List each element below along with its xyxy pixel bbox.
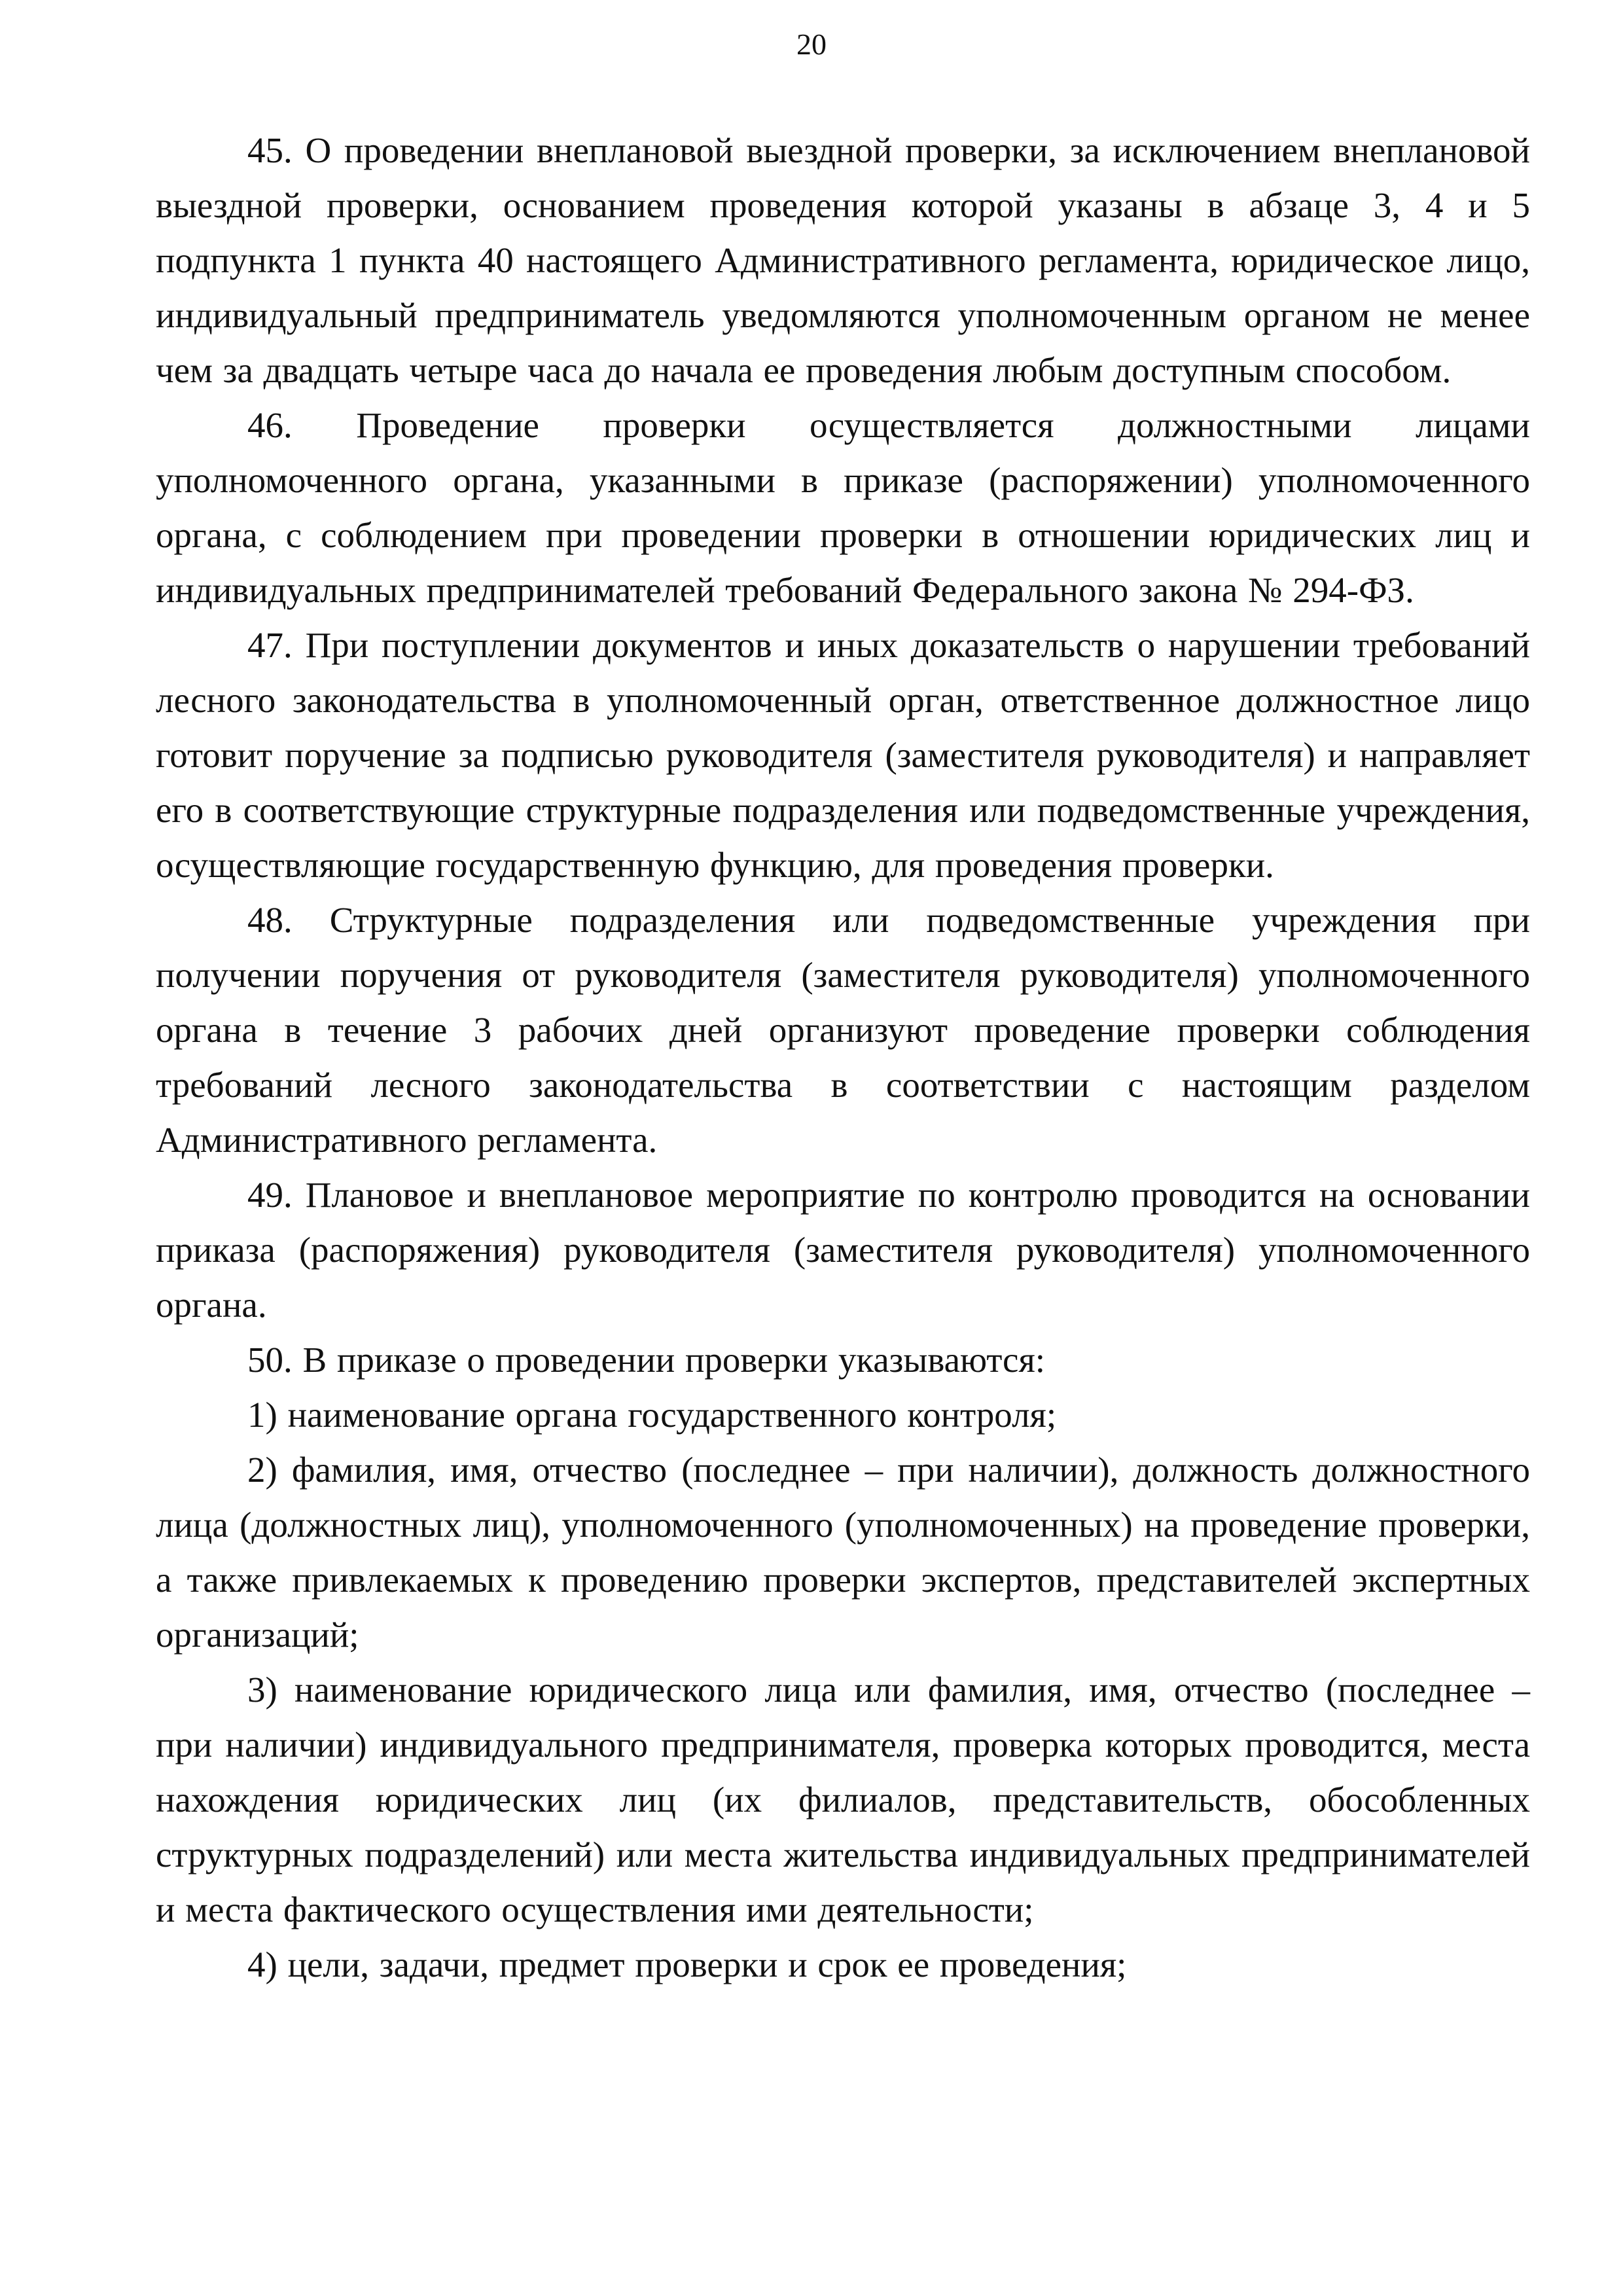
paragraph-49: 49. Плановое и внеплановое мероприятие по контролю проводится на основании приказа (распоряжения) руководителя (заместителя руководителя) уполномоченного органа.: [156, 1175, 1530, 1325]
list-item-1: 1) наименование органа государственного контроля;: [247, 1395, 1057, 1435]
list-item-2: 2) фамилия, имя, отчество (последнее – при наличии), должность должностного лица (должностных лиц), уполномоченного (уполномоченных) на проведение проверки, а также привлекаемых к проведению проверки экспертов, представителей экспертных организаций;: [156, 1450, 1530, 1655]
paragraph-50: 50. В приказе о проведении проверки указываются:: [247, 1340, 1046, 1380]
paragraph-46: 46. Проведение проверки осуществляется должностными лицами уполномоченного органа, указанными в приказе (распоряжении) уполномоченного органа, с соблюдением при проведении проверки в отношении юридических лиц и индивидуальных предпринимателей требований Федерального закона № 294-ФЗ.: [156, 405, 1530, 610]
list-item-4: 4) цели, задачи, предмет проверки и срок ее проведения;: [247, 1945, 1127, 1984]
paragraph-47: 47. При поступлении документов и иных доказательств о нарушении требований лесного законодательства в уполномоченный орган, ответственное должностное лицо готовит поручение за подписью руководителя (заместителя руководителя) и направляет его в соответствующие структурные подразделения или подведомственные учреждения, осуществляющие государственную функцию, для проведения проверки.: [156, 625, 1530, 885]
document-body: [156, 123, 1530, 1992]
list-item-3: 3) наименование юридического лица или фамилия, имя, отчество (последнее – при наличии) индивидуального предпринимателя, проверка которых проводится, места нахождения юридических лиц (их филиалов, представительств, обособленных структурных подразделений) или места жительства индивидуальных предпринимателей и места фактического осуществления ими деятельности;: [156, 1670, 1530, 1929]
paragraph-48: 48. Структурные подразделения или подведомственные учреждения при получении поручения от руководителя (заместителя руководителя) уполномоченного органа в течение 3 рабочих дней организуют проведение проверки соблюдения требований лесного законодательства в соответствии с настоящим разделом Административного регламента.: [156, 900, 1530, 1160]
paragraph-45: 45. О проведении внеплановой выездной проверки, за исключением внеплановой выездной проверки, основанием проведения которой указаны в абзаце 3, 4 и 5 подпункта 1 пункта 40 настоящего Административного регламента, юридическое лицо, индивидуальный предприниматель уведомляются уполномоченным органом не менее чем за двадцать четыре часа до начала ее проведения любым доступным способом.: [156, 130, 1530, 390]
page-number: 20: [796, 27, 827, 61]
